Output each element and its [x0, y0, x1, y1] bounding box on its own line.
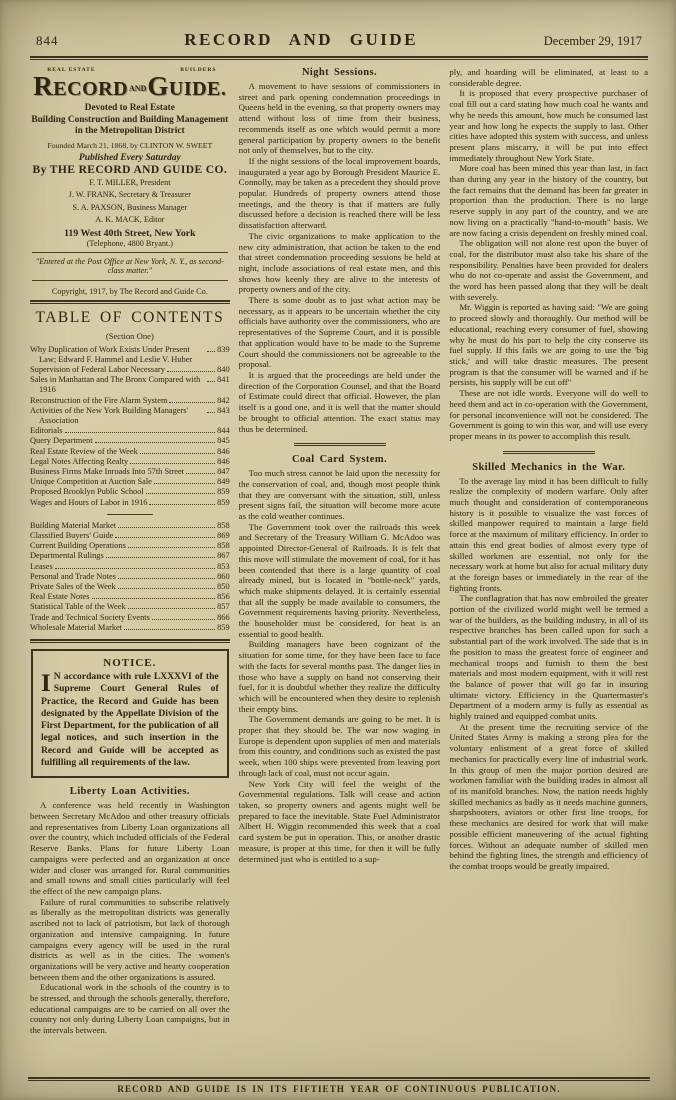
- toc-entry-page: 856: [217, 592, 230, 602]
- dot-leader: [118, 578, 215, 579]
- page-header: [30, 30, 648, 56]
- page-footer: [28, 1076, 650, 1094]
- logo-guide: UIDE.: [168, 78, 227, 100]
- notice-body: [41, 671, 219, 769]
- masthead: [30, 67, 230, 304]
- toc-entry-page: 857: [217, 602, 230, 612]
- toc-entry-page: 859: [217, 487, 230, 497]
- divider: [30, 639, 230, 643]
- column-left: [30, 67, 230, 1069]
- masthead-copyright: Copyright, 1917, by The Record and Guide Co.: [51, 286, 208, 296]
- paragraph: New York City will feel the weight of the Governmental regulations. Talk will cease and action taken, so property owners and agents might well be prepared to face the inevitable. State Fuel Administrator Albert H. Wiggin recommended this week that a coal card system be put in operation. This, or another drastic measure, is proper at this time, for then it will be fully determined just who is entitled to a sup-: [238, 778, 441, 864]
- dot-leader: [207, 351, 215, 352]
- toc-row: [30, 521, 230, 531]
- masthead-officer: J. W. FRANK, Secretary & Treasurer: [68, 190, 192, 199]
- article-divider: [294, 443, 386, 446]
- toc-entry-label: Building Material Market: [30, 520, 117, 530]
- header-title: RECORD AND GUIDE: [184, 30, 419, 49]
- paragraph: The Government took over the railroads this week and Secretary of the Treasury William G. McAdoo was appointed Director-General of Railroads. It is felt that this move will stimulate the movement of coal, for it has been contended that there is a large quantity of coal already mined, but is located in "bottle-neck" yards, which make shipments delayed. It is certainly essential that all the supply be made available to consumers, the Government requirements having priority. Nevertheless, the householder must be considered, for heat is an essential to good health.: [238, 521, 441, 639]
- toc-entry-page: 846: [217, 456, 230, 466]
- toc-entry-page: 859: [217, 497, 230, 507]
- toc-row: [30, 375, 230, 395]
- toc-entry-label: Business Firms Make Inroads Into 57th Street: [30, 466, 184, 476]
- dot-leader: [124, 629, 215, 630]
- toc-row: [30, 467, 230, 477]
- toc-row: [30, 531, 230, 541]
- notice-box: [31, 649, 229, 778]
- footer-rule: [28, 1077, 650, 1081]
- toc-row: [30, 498, 230, 508]
- logo-record: ECORD: [53, 78, 129, 100]
- toc-entry-page: 859: [217, 622, 230, 632]
- toc-title: TABLE OF CONTENTS: [35, 308, 225, 326]
- masthead-officer: A. K. MACK, Editor: [95, 215, 165, 224]
- paragraph: The civic organizations to make application to the new city administration, that action be taken to the end that street condemnation proceeding sessions be held at night, include associations of real estate men, and this shows how keenly they are alive to the interests of property owners and of the city.: [238, 230, 441, 295]
- toc-row: [30, 477, 230, 487]
- masthead-telephone: (Telephone, 4800 Bryant.): [86, 238, 173, 248]
- masthead-logo: [33, 69, 226, 100]
- dot-leader: [149, 504, 215, 505]
- dot-leader: [55, 568, 215, 569]
- paragraph: A movement to have sessions of commissioners in street and park opening condemnation proceedings in Queens held in the evening, so that property owners may attend without loss of time from their business, recommends itself as one which would permit a more general participation by property owners to the benefit not only of themselves, but to the city.: [238, 81, 441, 156]
- toc-entry-label: Current Building Operations: [30, 541, 126, 551]
- article-liberty-loan: [30, 786, 230, 1035]
- paragraph: At the present time the recruiting service of the United States Army is making a strong plea for the voluntary enlistment of a great force of skilled mechanics for practically every line of industrial work. In this group of men the major portion desired are workmen familiar with the building trades in almost all of its manifold branches. Now, the nation needs highly skilled mechanics as badly as it needs machine gunners, sharpshooters, aviators or other first line troops, for these mechanics are desired for work that will make possible efficient maneuvering of the actual fighting forces. Without an adequate number of skilled men behind the fighting lines, the strength and efficiency of the combat troops would be greatly impaired.: [449, 721, 648, 871]
- column-middle: [239, 67, 441, 1069]
- toc-entry-label: Reconstruction of the Fire Alarm System: [30, 395, 168, 405]
- toc-entry-page: 858: [217, 541, 230, 551]
- logo-initial-r: R: [33, 71, 54, 101]
- toc-entry-page: 840: [217, 364, 230, 374]
- toc-section-divider: [107, 514, 153, 515]
- dot-leader: [140, 453, 215, 454]
- article-title: Coal Card System.: [291, 454, 388, 466]
- toc-entry-label: Query Department: [30, 436, 93, 446]
- masthead-entered-notice: "Entered at the Post Office at New York, N. Y., as second-class matter.": [35, 256, 224, 275]
- toc-entry-page: 845: [217, 436, 230, 446]
- paragraph: Too much stress cannot be laid upon the necessity for the conservation of coal, and, though most people think that they are conversant with the situation, still, unless present signs fail, the situation will become more acute as the cold weather continues.: [238, 468, 441, 522]
- toc-row: [30, 436, 230, 446]
- masthead-tagline-1: Devoted to Real Estate: [84, 103, 175, 113]
- masthead-founded: Founded March 21, 1868, by CLINTON W. SWEET: [47, 140, 213, 150]
- dot-leader: [146, 493, 215, 494]
- toc-entry-label: Editorials: [30, 426, 63, 436]
- toc-row: [30, 365, 230, 375]
- masthead-tagline-3: in the Metropolitan District: [75, 126, 185, 136]
- paragraph: There is some doubt as to just what action may be necessary, as it appears to be uncertain whether the city officials have authority over the commissioners, who are representatives of the Supreme Court, and it is possible that application would have to be made to the Supreme Court should the commissioners not be agreeable to the proposal.: [238, 295, 441, 370]
- column-right: [449, 67, 648, 1069]
- paragraph: Educational work in the schools of the country is to be stressed, and through the schools generally, therefore, educational campaigns are to be carried on all over the country not only during Liberty Loan campaigns, but in the intervals between.: [30, 982, 230, 1036]
- dot-leader: [207, 381, 215, 382]
- toc-row: [30, 562, 230, 572]
- notice-drop-cap: I: [41, 669, 51, 697]
- divider: [30, 300, 230, 304]
- masthead-logo-text: [33, 69, 226, 100]
- toc-row: [30, 572, 230, 582]
- toc-section-label: (Section One): [105, 330, 154, 341]
- article-coal-card: [239, 454, 441, 864]
- divider: [32, 252, 228, 253]
- dot-leader: [186, 473, 215, 474]
- paragraph: The obligation will not alone rest upon the buyer of coal, for the distributor must also take his share of the responsibility. Penalties have been provided for dealers who do not co-operate and assist the Government, and the word has been passed along that they will be dealt with severely.: [449, 238, 648, 302]
- toc-entry-label: Wholesale Material Market: [30, 622, 123, 632]
- dot-leader: [128, 608, 215, 609]
- article-title: Night Sessions.: [301, 67, 378, 78]
- toc-row: [30, 487, 230, 497]
- toc-row: [30, 613, 230, 623]
- dot-leader: [169, 402, 215, 403]
- toc-entry-page: 847: [217, 466, 230, 476]
- toc-entry-label: Unique Competition at Auction Sale: [30, 477, 152, 487]
- paragraph: The Government demands are going to be met. It is proper that they should be. The war now waging in Europe is dependent upon supplies of men and materials from this country, and conditions such as existed the past week, when 100 ships were prevented from leaving port through lack of coal, must not occur again.: [238, 714, 441, 778]
- paragraph: Building managers have been cognizant of the situation for some time, for they have been face to face with the facts for several months past. The danger lies in those who have a supply on hand not conserving their fuel, for it is doubtful whether they realize the difficulty which will be encountered when they desire to replenish their empty bins.: [238, 639, 441, 714]
- toc-entry-page: 842: [217, 395, 230, 405]
- dot-leader: [106, 557, 215, 558]
- paragraph: To the average lay mind it has been difficult to fully realize the complexity of modern warfare. Only after much thought and consideration of contemporaneous history is it possible to visualize the vast forces of skilled manpower required to maintain a large field force at the maximum of military efficiency. In order to attain this end great bodies of almost every type of skilled workmen are essential, not only for the necessary work at home but also for actual military duty at the foreign bases or immediately in the rear of the fighting fronts.: [449, 475, 648, 593]
- paragraph: ply, and hoarding will be eliminated, at least to a considerable degree.: [449, 67, 648, 88]
- toc-entry-page: 849: [217, 477, 230, 487]
- toc-entry-label: Departmental Rulings: [30, 551, 104, 561]
- paragraph: A conference was held recently in Washington between Secretary McAdoo and other treasury officials and representatives from Liberty Loan organizations all over the country, which included officials of the Federal Reserve Banks. Plans for future Liberty Loan campaigns were perfected and an organization at once wider and closer was arranged for. Rural communities and small towns and small cities particularly will feel the effect of the new campaign plans.: [30, 800, 230, 896]
- dot-leader: [118, 588, 215, 589]
- toc-entry-page: 846: [217, 446, 230, 456]
- paragraph: Mr. Wiggin is reported as having said: "We are going to proceed slowly and thoroughly. Our method will be educational, reaching every consumer of fuel, showing why he must do his part to help the city conserve its fuel supply. If this fails we are going to use the 'big stick,' and will take drastic measures. The present program is that the consumer will be warned and if he persists, his supply will be cut off": [449, 302, 648, 388]
- logo-initial-g: G: [147, 71, 169, 101]
- toc-row: [30, 406, 230, 426]
- toc-row: [30, 602, 230, 612]
- footer-text: RECORD AND GUIDE IS IN ITS FIFTIETH YEAR OF CONTINUOUS PUBLICATION.: [117, 1084, 561, 1094]
- toc-entry-label: Sales in Manhattan and The Bronx Compared with 1916: [30, 375, 201, 395]
- toc-entry-label: Activities of the New York Building Managers' Association: [30, 405, 189, 425]
- dot-leader: [118, 527, 215, 528]
- toc-row: [30, 582, 230, 592]
- toc-entry-label: Private Sales of the Week: [30, 581, 116, 591]
- toc-entry-page: 839: [217, 344, 230, 354]
- paragraph: The conflagration that has now embroiled the greater portion of the civilized world might well be termed a war of the builders, as the building industry, in all of its respective branches has been called upon for such a substantial part of the work involved. The side that is in the position to mass the greatest force of engineer and mechanical troops and furnish to them the best materials and most modern equipment, with it will rest the balance of power that will go far in insuring ultimate victory. Efficiency in the Quartermaster's Department of a modern army is fully as essential as highly trained and equipped combat units.: [449, 593, 648, 722]
- toc-row: [30, 396, 230, 406]
- toc-entry-label: Real Estate Notes: [30, 592, 90, 602]
- toc-row: [30, 541, 230, 551]
- toc-entry-page: 844: [217, 426, 230, 436]
- paragraph: It is argued that the proceedings are held under the direction of the Corporation Counsel, and that the Board of Estimate could direct that official. However, the plan itself is a good one, and it is well that the matter should be brought to official attention. The exact status may thus be determined.: [238, 369, 441, 434]
- toc-entry-label: Statistical Table of the Week: [30, 602, 126, 612]
- toc-entry-page: 867: [217, 551, 230, 561]
- dot-leader: [95, 442, 216, 443]
- article-skilled-mechanics: [449, 462, 648, 872]
- masthead-company: By THE RECORD AND GUIDE CO.: [32, 163, 228, 176]
- masthead-officer: F. T. MILLER, President: [89, 177, 171, 187]
- toc-row: [30, 551, 230, 561]
- masthead-officer: S. A. PAXSON, Business Manager: [72, 202, 188, 212]
- toc-entry-label: Personal and Trade Notes: [30, 571, 116, 581]
- logo-and: AND: [129, 84, 147, 93]
- toc-entry-page: 841: [217, 375, 230, 385]
- paragraph: Failure of rural communities to subscribe relatively as liberally as the metropolitan districts was generally ascribed not to lack of patriotism, but lack of thorough organization and intensive campaigning. In future campaigns every agency will be used in the rural districts as well as in the cities. The women's organizations will be very active and hearty cooperation between them and the other organizations is assured.: [30, 896, 230, 982]
- toc-row: [30, 426, 230, 436]
- article-divider: [503, 451, 595, 454]
- toc-entry-page: 853: [217, 561, 230, 571]
- divider: [32, 280, 228, 281]
- masthead-kicker-left: REAL ESTATE: [47, 67, 96, 73]
- toc-entry-page: 869: [217, 530, 230, 540]
- toc-entry-label: Proposed Brooklyn Public School: [30, 487, 144, 497]
- paragraph: It is proposed that every prospective purchaser of coal fill out a card stating how much coal he wants and why he needs this amount, how much he consumed last year and how long he expects the supply to last. Other cities have adopted this system with success, and unless present plans miscarry, it will be put into effect immediately throughout New York State.: [449, 88, 648, 163]
- masthead-published: Published Every Saturday: [78, 152, 181, 163]
- toc-entry-page: 866: [217, 612, 230, 622]
- notice-title: NOTICE.: [103, 656, 157, 669]
- dot-leader: [92, 598, 216, 599]
- table-of-contents: [30, 309, 230, 633]
- toc-entry-label: Why Duplication of Work Exists Under Present Law; Edward F. Hammel and Leslie V. Huber: [30, 344, 193, 364]
- dot-leader: [130, 463, 215, 464]
- toc-row: [30, 592, 230, 602]
- toc-entry-page: 860: [217, 571, 230, 581]
- toc-row: [30, 447, 230, 457]
- toc-entry-label: Trade and Technical Society Events: [30, 612, 150, 622]
- dot-leader: [207, 412, 215, 413]
- toc-entry-label: Classified Buyers' Guide: [30, 530, 114, 540]
- notice-text: N accordance with rule LXXXVI of the Supreme Court General Rules of Practice, the Record and Guide has been designated by the Appellate Division of the First Department, for the publication of all legal notices, and such insertion in the Record and Guide will be accepted as fulfilling all requirements of the law.: [41, 670, 219, 769]
- dot-leader: [154, 483, 215, 484]
- article-title: Skilled Mechanics in the War.: [472, 461, 626, 473]
- dot-leader: [65, 432, 216, 433]
- toc-entry-page: 858: [217, 520, 230, 530]
- toc-entry-page: 843: [217, 405, 230, 415]
- toc-entry-label: Legal Notes Affecting Realty: [30, 456, 129, 466]
- toc-row: [30, 457, 230, 467]
- masthead-address: 119 West 40th Street, New York: [64, 227, 196, 239]
- article-title: Liberty Loan Activities.: [69, 786, 190, 798]
- toc-entry-label: Wages and Hours of Labor in 1916: [30, 497, 148, 507]
- dot-leader: [167, 371, 215, 372]
- paragraph: If the night sessions of the local improvement boards, inaugurated a year ago by Borough President Maurice E. Connolly, may be taken as a precedent they should prove popular. Hundreds of property owners attend those meetings, and the theory is that if matters are fully discussed before a decision is reached there will be less dissatisfaction afterward.: [238, 155, 441, 231]
- toc-entry-page: 850: [217, 581, 230, 591]
- header-rule: [30, 56, 648, 60]
- columns: [30, 67, 648, 1069]
- article-night-sessions: [239, 67, 441, 434]
- dot-leader: [115, 537, 215, 538]
- toc-row: [30, 623, 230, 633]
- masthead-tagline-2: Building Construction and Building Management: [31, 114, 229, 125]
- paragraph: More coal has been mined this year than last, in fact than during any year in the history of the country, but the fact remains that the demand has been far greater in proportion than the production. There is no large reserve supply in any part of the country, and we are now living on a practically "hand-to-mouth" basis. We are now facing a crisis dependent on freshly mined coal.: [449, 163, 648, 238]
- toc-row: [30, 345, 230, 365]
- dot-leader: [128, 547, 215, 548]
- toc-entry-label: Leases: [30, 561, 53, 571]
- paragraph: These are not idle words. Everyone will do well to heed them and act in co-operation with the Government, for personal inconvenience will not be considered. The Government is going to win this war, and will use every proper means in its power to accomplish this result.: [449, 388, 648, 441]
- article-coal-card-continued: [449, 67, 648, 442]
- page-number: 844: [36, 33, 59, 48]
- dot-leader: [152, 619, 215, 620]
- header-date: December 29, 1917: [543, 34, 642, 48]
- toc-entry-label: Real Estate Review of the Week: [30, 446, 138, 456]
- masthead-kicker-right: BUILDERS: [180, 67, 217, 73]
- toc-entry-label: Supervision of Federal Labor Necessary: [30, 364, 165, 374]
